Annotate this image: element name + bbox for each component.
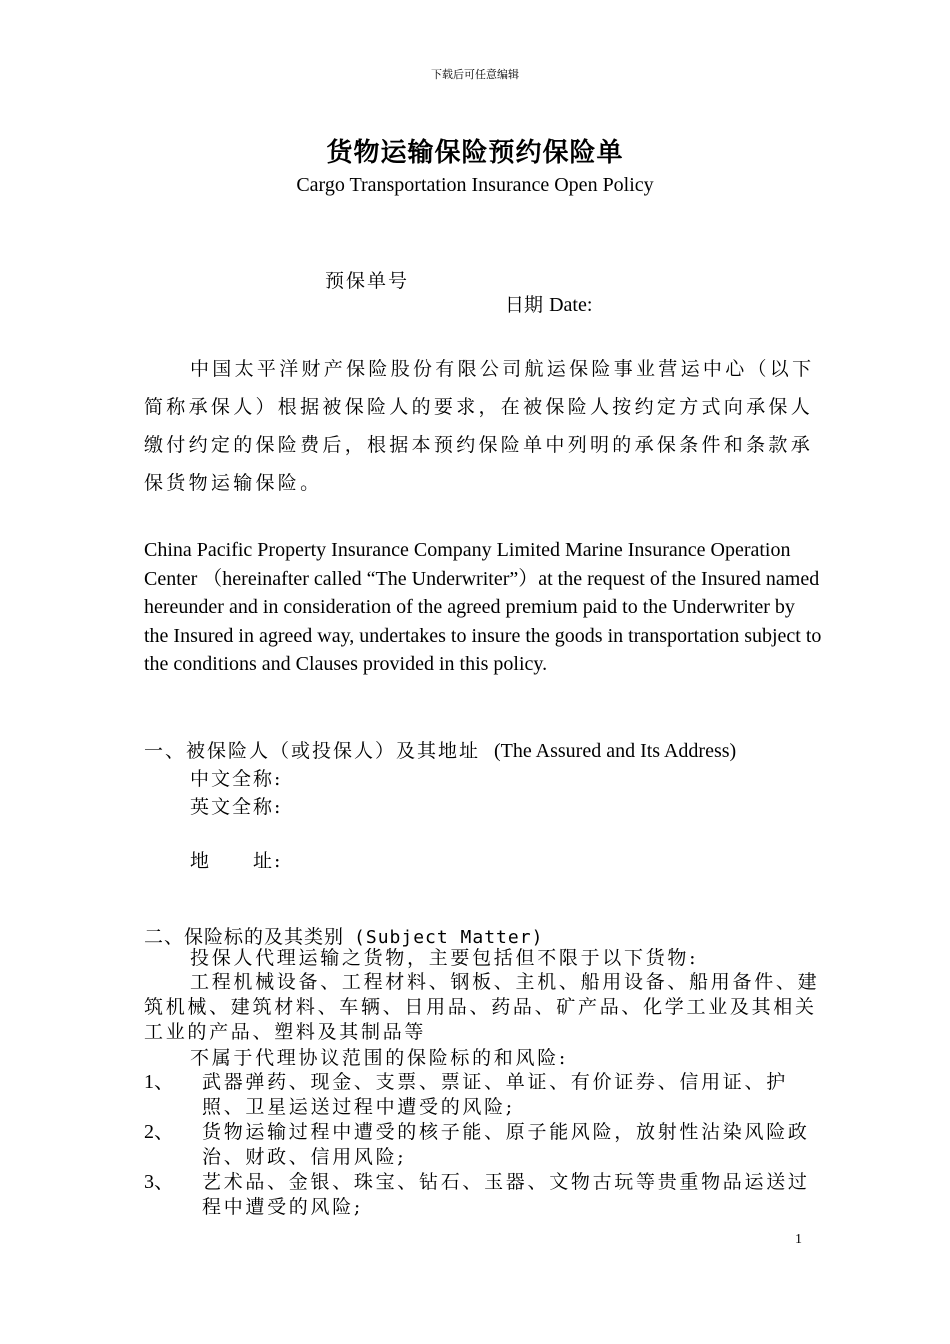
list-item-text: 武器弹药、现金、支票、票证、单证、有价证券、信用证、护照、卫星运送过程中遭受的风险; — [202, 1071, 788, 1118]
intro-paragraph-cn: 中国太平洋财产保险股份有限公司航运保险事业营运中心（以下简称承保人）根据被保险人的要求，在被保险人按约定方式向承保人缴付约定的保险费后，根据本预约保险单中列明的承保条件和条款承保货物运输保险。 — [144, 358, 815, 494]
section2-goods-list: 工程机械设备、工程材料、钢板、主机、船用设备、船用备件、建筑机械、建筑材料、车辆、日用品、药品、矿产品、化学工业及其相关工业的产品、塑料及其制品等 — [144, 971, 820, 1043]
section2-line3: 不属于代理协议范围的保险标的和风险: — [190, 1047, 569, 1069]
header-note: 下载后可任意编辑 — [431, 68, 519, 81]
list-item-text: 艺术品、金银、珠宝、钻石、玉器、文物古玩等贵重物品运送过程中遭受的风险; — [202, 1171, 810, 1218]
field-english-name: 英文全称: — [190, 796, 283, 818]
list-item — [144, 1070, 824, 1120]
section2-title-en: (Subject Matter) — [354, 927, 544, 948]
field-chinese-name: 中文全称: — [190, 768, 283, 790]
date-label — [505, 290, 592, 317]
list-item-text: 货物运输过程中遭受的核子能、原子能风险，放射性沾染风险政治、财政、信用风险; — [202, 1121, 810, 1168]
list-item — [144, 1170, 824, 1220]
list-item-number: 3、 — [144, 1171, 174, 1193]
date-label-cn: 日期 — [505, 294, 544, 316]
list-item-number: 1、 — [144, 1071, 174, 1093]
section1-title-en: (The Assured and Its Address) — [494, 740, 737, 762]
date-label-en: Date: — [549, 294, 593, 316]
intro-paragraph-en: China Pacific Property Insurance Company Limited Marine Insurance Operation Center （hereinafter called “The Underwriter”）at the request of the Insured named hereunder and in consideration of the agreed premium paid to the Underwriter by the Insured in agreed way, undertakes to insure the goods in transportation subject to the conditions and Clauses provided in this policy. — [144, 539, 822, 676]
section2-title-cn: 二、保险标的及其类别 — [144, 926, 345, 948]
section1-title-cn: 一、被保险人（或投保人）及其地址 — [144, 740, 481, 762]
list-item — [144, 1120, 824, 1170]
page-number: 1 — [795, 1232, 802, 1247]
policy-number-label: 预保单号 — [325, 270, 410, 292]
list-item-number: 2、 — [144, 1121, 174, 1143]
section2-heading — [144, 922, 543, 949]
section2-line1: 投保人代理运输之货物，主要包括但不限于以下货物: — [190, 947, 699, 969]
document-subtitle: Cargo Transportation Insurance Open Policy — [296, 174, 654, 196]
document-title: 货物运输保险预约保险单 — [326, 138, 624, 168]
section1-heading — [144, 736, 736, 763]
field-address: 地 址: — [190, 850, 283, 872]
